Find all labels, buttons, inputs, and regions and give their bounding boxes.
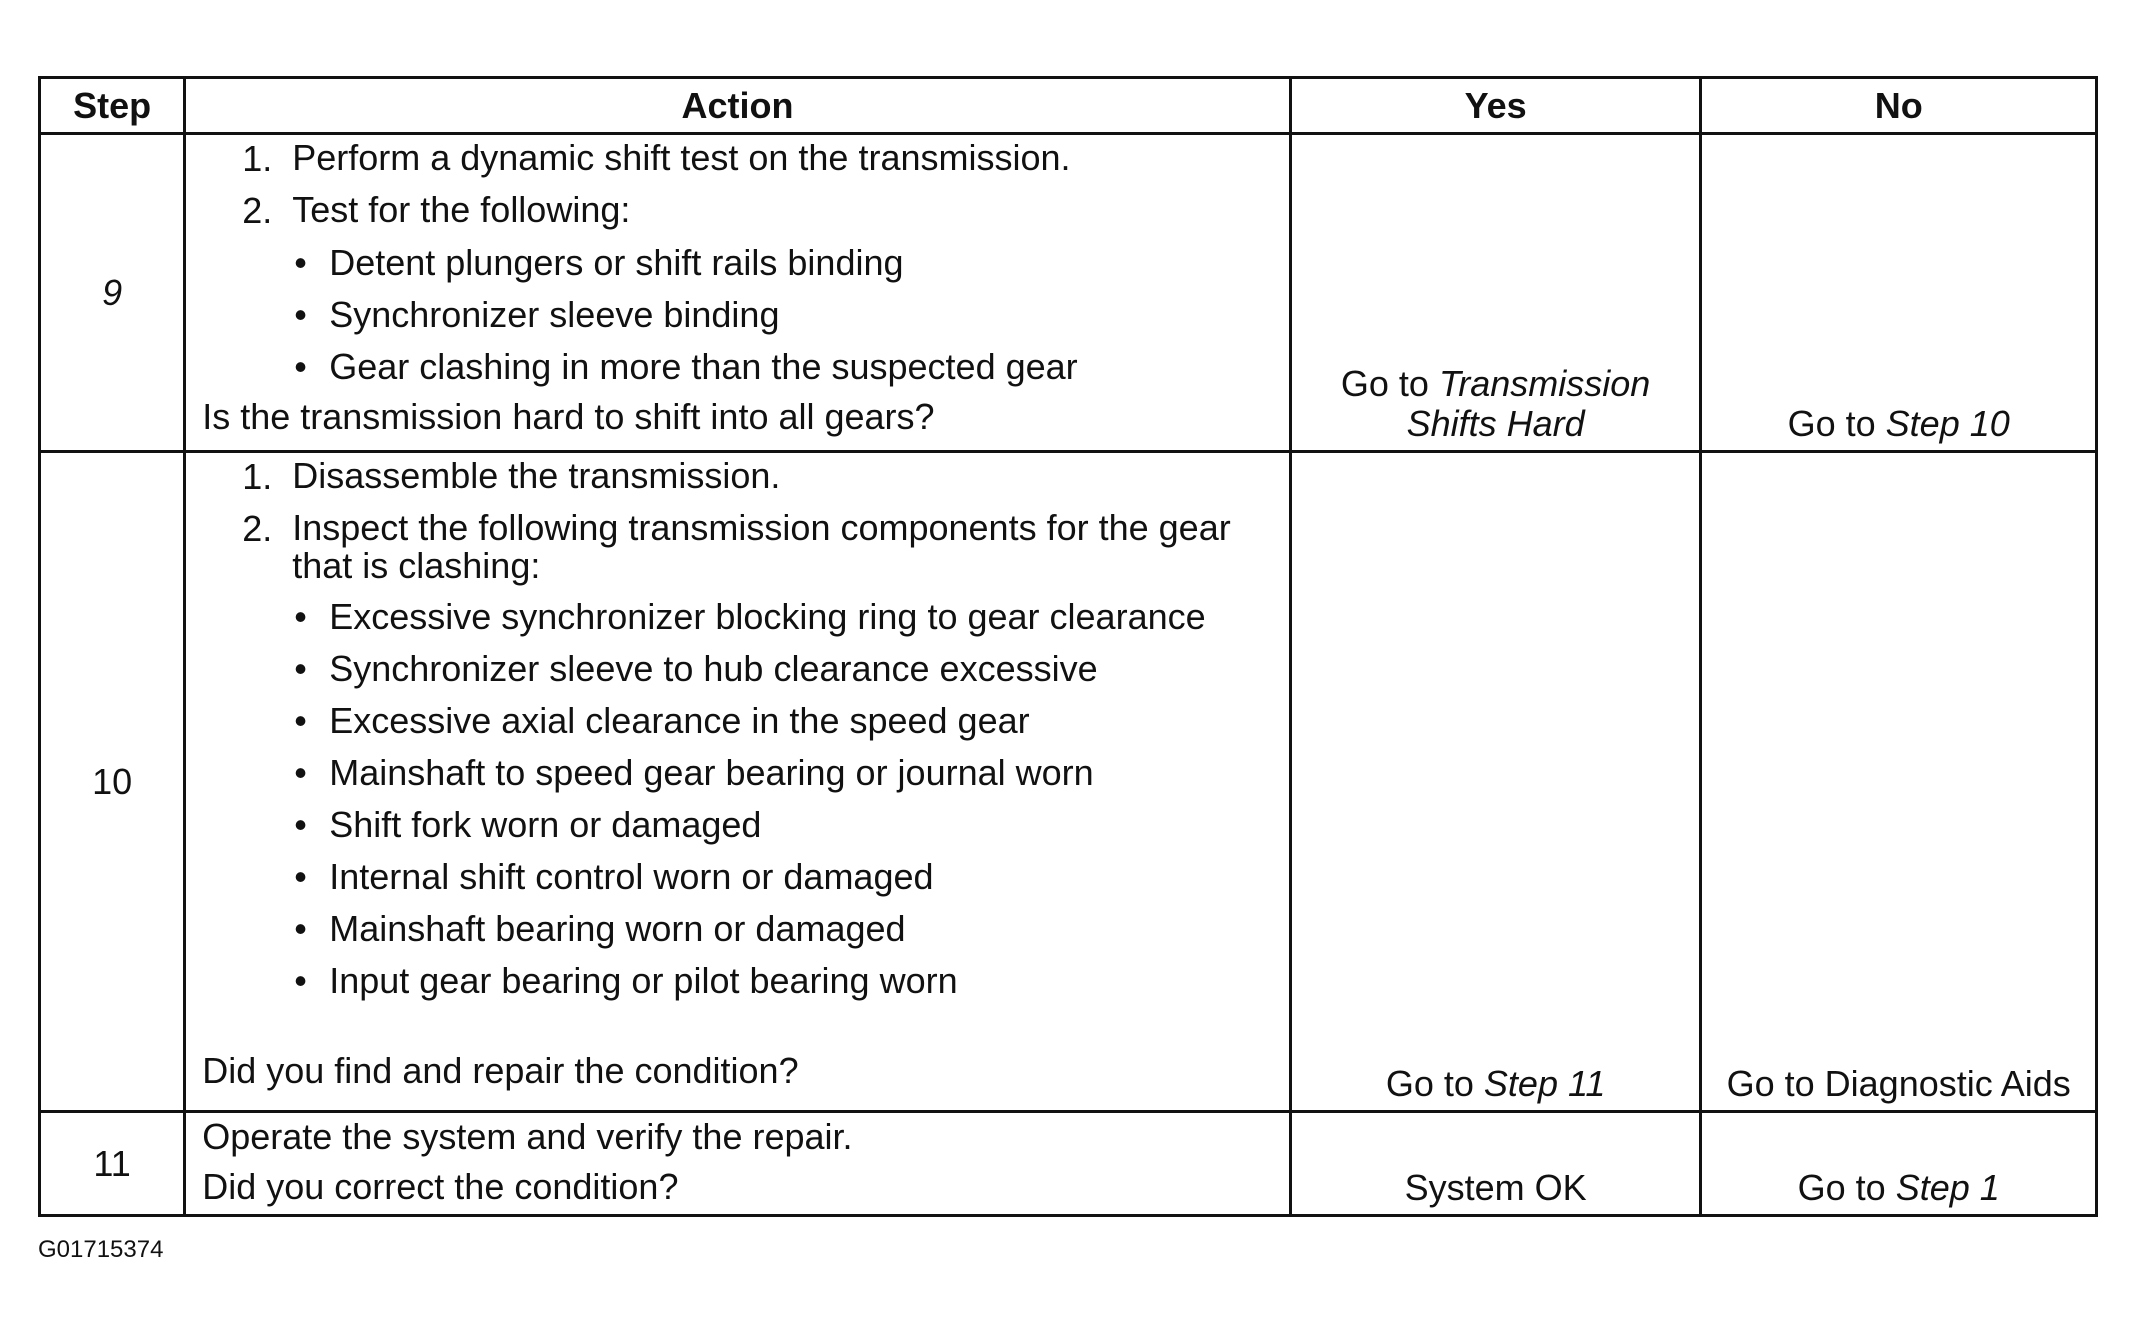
bullet-item: • Internal shift control worn or damaged [294, 856, 934, 897]
question-text: Did you correct the condition? [202, 1166, 679, 1207]
header-step: Step [40, 78, 185, 134]
bullet-icon: • [294, 346, 307, 387]
step-cell [40, 134, 185, 452]
action-cell [185, 452, 1291, 1112]
bullet-item: • Gear clashing in more than the suspected gear [294, 346, 1078, 387]
yes-answer: System OK [1404, 1167, 1587, 1208]
step-cell [40, 1112, 185, 1216]
bullet-item: • Input gear bearing or pilot bearing worn [294, 960, 958, 1001]
bullet-icon: • [294, 960, 307, 1001]
header-yes: Yes [1290, 78, 1701, 134]
bullet-icon: • [294, 908, 307, 949]
action-cell [185, 1112, 1291, 1216]
step-cell [40, 452, 185, 1112]
bullet-icon: • [294, 294, 307, 335]
bullet-icon: • [294, 804, 307, 845]
table-row-step-11 [40, 1112, 2097, 1216]
bullet-item: • Excessive axial clearance in the speed gear [294, 700, 1030, 741]
numbered-item: 2. Test for the following: [242, 189, 631, 231]
table-row-step-10 [40, 452, 2097, 1112]
no-answer: Go to Step 10 [1787, 403, 2010, 444]
numbered-item: 1. Disassemble the transmission. [242, 455, 781, 497]
bullet-icon: • [294, 752, 307, 793]
bullet-item: • Excessive synchronizer blocking ring to gear clearance [294, 596, 1206, 637]
figure-id-caption: G01715374 [38, 1236, 164, 1263]
numbered-item: 1. Perform a dynamic shift test on the transmission. [242, 137, 1071, 179]
question-text: Did you find and repair the condition? [202, 1050, 799, 1091]
no-cell [1701, 452, 2097, 1112]
bullet-icon: • [294, 648, 307, 689]
step-number: 10 [92, 760, 133, 802]
bullet-icon: • [294, 596, 307, 637]
no-cell [1701, 1112, 2097, 1216]
no-answer: Go to Step 1 [1797, 1167, 2000, 1208]
question-text: Is the transmission hard to shift into all gears? [202, 396, 935, 437]
bullet-icon: • [294, 242, 307, 283]
diagnostic-table [38, 76, 2098, 1217]
table-row-step-9 [40, 134, 2097, 452]
header-action: Action [185, 78, 1291, 134]
bullet-icon: • [294, 700, 307, 741]
no-answer: Go to Diagnostic Aids [1726, 1063, 2071, 1104]
yes-cell [1290, 134, 1701, 452]
bullet-item: • Synchronizer sleeve binding [294, 294, 780, 335]
no-cell [1701, 134, 2097, 452]
bullet-item: • Detent plungers or shift rails binding [294, 242, 904, 283]
bullet-item: • Synchronizer sleeve to hub clearance excessive [294, 648, 1098, 689]
numbered-item: 2. Inspect the following transmission components for the gear that is clashing: [242, 507, 1231, 586]
header-no: No [1701, 78, 2097, 134]
yes-cell [1290, 1112, 1701, 1216]
yes-cell [1290, 452, 1701, 1112]
bullet-icon: • [294, 856, 307, 897]
yes-answer: Go to Transmission Shifts Hard [1340, 363, 1651, 444]
yes-answer: Go to Step 11 [1385, 1063, 1606, 1104]
step-number: 9 [102, 271, 123, 313]
bullet-item: • Shift fork worn or damaged [294, 804, 762, 845]
bullet-item: • Mainshaft to speed gear bearing or journal worn [294, 752, 1094, 793]
step-number: 11 [93, 1142, 131, 1184]
header-row [40, 78, 2097, 134]
action-cell [185, 134, 1291, 452]
action-line: Operate the system and verify the repair. [202, 1116, 853, 1157]
bullet-item: • Mainshaft bearing worn or damaged [294, 908, 906, 949]
